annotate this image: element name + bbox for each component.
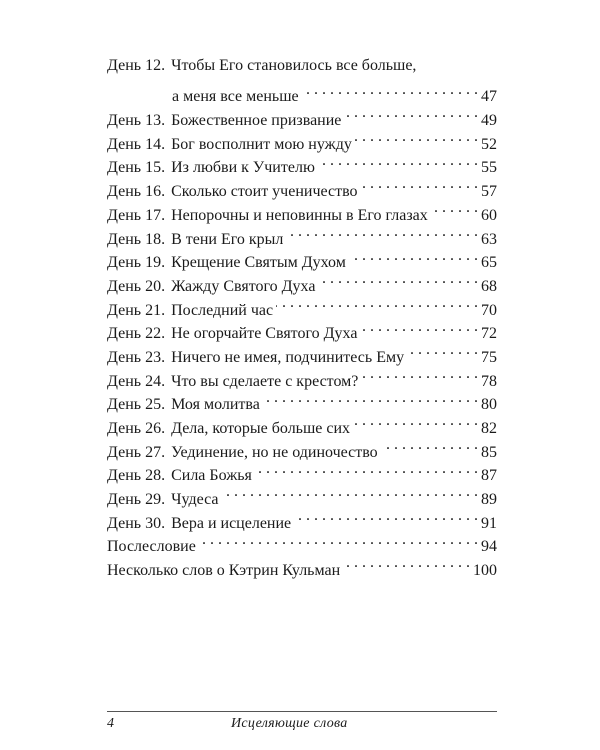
leader-dots <box>381 433 478 457</box>
toc-page-number: 100 <box>473 562 497 580</box>
leader-dots <box>407 338 478 362</box>
toc-page-number: 91 <box>481 514 497 532</box>
toc-page-number: 63 <box>481 230 497 248</box>
toc-page-number: 60 <box>481 206 497 224</box>
table-of-contents <box>107 54 497 580</box>
toc-title: Что вы сделаете с крестом? <box>171 372 359 390</box>
leader-dots <box>294 504 478 528</box>
toc-day-label: День 19. <box>107 254 166 272</box>
toc-title: Сила Божья <box>171 467 252 485</box>
leader-dots <box>349 244 478 268</box>
toc-title: Непорочны и неповинны в Его глазах <box>171 206 428 224</box>
toc-page-number: 65 <box>481 254 497 272</box>
leader-dots <box>344 101 478 125</box>
toc-page-number: 49 <box>481 112 497 130</box>
leader-dots <box>286 220 478 244</box>
toc-page-number: 52 <box>481 135 497 153</box>
leader-dots <box>263 386 478 410</box>
toc-title: Уединение, но не одиночество <box>171 443 378 461</box>
toc-page-number: 47 <box>481 88 497 106</box>
toc-page-number: 94 <box>481 538 497 556</box>
toc-title: Бог восполнит мою нужду <box>171 135 352 153</box>
leader-dots <box>361 172 478 196</box>
toc-page-number: 87 <box>481 467 497 485</box>
toc-page-number: 78 <box>481 372 497 390</box>
leader-dots <box>199 528 478 552</box>
toc-title: Послесловие <box>107 538 196 556</box>
toc-page-number: 82 <box>481 420 497 437</box>
toc-day-label: День 30. <box>107 514 166 532</box>
toc-page-number: 89 <box>481 491 497 509</box>
toc-day-label: День 20. <box>107 277 166 295</box>
toc-day-label: День 12. <box>107 57 166 74</box>
toc-page-number: 85 <box>481 443 497 461</box>
leader-dots <box>431 196 478 220</box>
leader-dots <box>361 362 478 386</box>
toc-title: В тени Его крыл <box>171 230 284 248</box>
leader-dots <box>343 551 470 575</box>
leader-dots <box>318 149 478 173</box>
toc-day-label: День 24. <box>107 372 166 390</box>
toc-day-label: День 25. <box>107 396 166 414</box>
leader-dots <box>255 457 478 481</box>
toc-title: Ничего не имея, подчинитесь Ему <box>171 348 405 366</box>
toc-title: Несколько слов о Кэтрин Кульман <box>107 562 341 580</box>
toc-page-number: 72 <box>481 325 497 343</box>
toc-title: Чтобы Его становилось все больше, <box>171 57 417 74</box>
toc-day-label: День 17. <box>107 206 166 224</box>
footer-book-title: Исцеляющие слова <box>231 716 348 731</box>
toc-day-label: День 23. <box>107 348 166 366</box>
toc-page-number: 68 <box>481 277 497 295</box>
leader-dots <box>276 291 478 315</box>
toc-day-label: День 21. <box>107 301 166 319</box>
toc-entry[interactable] <box>107 101 497 130</box>
toc-title: Крещение Святым Духом <box>171 254 346 272</box>
toc-title: Сколько стоит ученичество <box>171 183 358 201</box>
leader-dots <box>355 125 478 149</box>
toc-title: Моя молитва <box>171 396 260 414</box>
toc-day-label: День 18. <box>107 230 166 248</box>
toc-title: Из любви к Учителю <box>171 159 315 177</box>
toc-title: Вера и исцеление <box>171 514 292 532</box>
toc-page-number: 75 <box>481 348 497 366</box>
leader-dots <box>318 267 478 291</box>
toc-day-label: День 13. <box>107 112 166 130</box>
toc-page-number: 70 <box>481 301 497 319</box>
toc-page-number: 80 <box>481 396 497 414</box>
toc-day-label: День 14. <box>107 135 166 153</box>
toc-day-label: День 26. <box>107 420 166 437</box>
toc-day-label: День 15. <box>107 159 166 177</box>
toc-page-number: 55 <box>481 159 497 177</box>
toc-title: Последний час <box>171 301 274 319</box>
toc-title: Чудеса <box>171 491 219 509</box>
leader-dots <box>222 480 478 504</box>
footer-divider <box>107 711 497 712</box>
leader-dots <box>360 315 478 339</box>
toc-title-continued: а меня все меньше <box>172 88 299 106</box>
footer-page-number: 4 <box>107 716 114 731</box>
toc-day-label: День 16. <box>107 183 166 201</box>
toc-day-label: День 29. <box>107 491 166 509</box>
toc-title: Божественное призвание <box>171 112 342 130</box>
toc-page-number: 57 <box>481 183 497 201</box>
toc-day-label: День 27. <box>107 443 166 461</box>
toc-title: Жажду Святого Духа <box>171 277 316 295</box>
leader-dots <box>353 409 478 433</box>
toc-title: Дела, которые больше сих <box>171 420 351 437</box>
toc-day-label: День 28. <box>107 467 166 485</box>
leader-dots <box>302 78 478 102</box>
toc-title: Не огорчайте Святого Духа <box>171 325 358 343</box>
toc-day-label: День 22. <box>107 325 166 343</box>
toc-entry[interactable] <box>107 54 497 106</box>
